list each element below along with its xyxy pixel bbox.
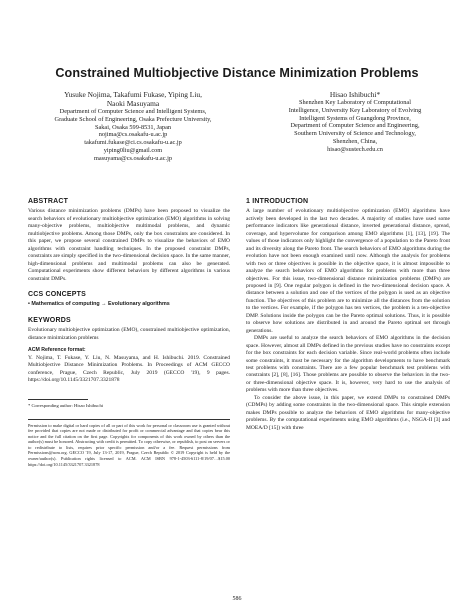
abstract-text: Various distance minimization problems (DMPs) have been proposed to visualize the search behaviors of evolutionary multiobjective optimization (EMO) algorithms in solving many-objective problems, multiobjective multimodal problems, and dynamic multiobjective problems. Among those DMPs, only the box constraints are considered. In this paper, we propose several constrained DMPs to visualize the behaviors of EMO algorithms with constraint handling techniques. In the proposed constraint DMPs, constraints are simply specified in the two-dimensional decision space. In the same manner, high-dimensional problems and multimodal problems can also be generated. Computational experiments show different behaviors by different algorithms in various constraint DMPs. [28, 208, 230, 282]
author-names-line1: Yusuke Nojima, Takafumi Fukase, Yiping Liu, [64, 90, 202, 99]
keywords-heading: KEYWORDS [28, 316, 71, 324]
affiliation-line: Sakai, Osaka 599-8531, Japan [94, 123, 172, 131]
affiliation-line: Southern University of Science and Technology, [294, 130, 416, 138]
affiliation-line: Graduate School of Engineering, Osaka Prefecture University, [54, 115, 212, 123]
author-name: Hisao Ishibuchi* [329, 90, 381, 99]
corresponding-note: * Corresponding author: Hisao Ishibuchi [28, 402, 104, 408]
permission-block: Permission to make digital or hard copies of all or part of this work for personal or classroom use is granted without fee provided that copies are not made or distributed for profit or commercial advantage and that copies bear this notice and the full citation on the first page. Copyrights for components of this work owned by others than the author(s) must be honored. Abstracting with credit is permitted. To copy otherwise, or republish, to post on servers or to redistribute to lists, requires prior specific permission and/or a fee. Request permissions from Permissions@acm.org. GECCO '19, July 13-17, 2019, Prague, Czech Republic © 2019 Copyright is held by the owner/author(s). Publication rights licensed to ACM. ACM ISBN 978-1-4503-6111-8/19/07…$15.00 https://doi.org/10.1145/3321707.3321878 [28, 422, 230, 467]
author-email: masuyama@cs.osakafu-u.ac.jp [93, 154, 172, 162]
affiliation-line: Department of Computer Science and Engineering, [290, 122, 420, 130]
author-names-line2: Naoki Masuyama [106, 99, 160, 108]
right-column [246, 198, 450, 432]
acm-format-text: Y. Nojima, T. Fukase, Y. Liu, N. Masuyama, and H. Ishibuchi. 2019. Constrained Multiobjective Distance Minimization Problems. In Proceedings of ACM GECCO conference, Prague, Czech Republic, July 2019 (GECCO '19), 9 pages. https://doi.org/10.1145/3321707.3321878 [28, 354, 230, 384]
paper-title: Constrained Multiobjective Distance Minimization Problems [55, 66, 419, 80]
intro-paragraph-1: A large number of evolutionary multiobjective optimization (EMO) algorithms have actively been developed in the last two decades. A majority of studies have used some performance indicators like generational distance, inverted generational distance, spread, coverage, and hypervolume for comparison among EMO algorithms [1], [13], [19]. The values of those indicators only highlight the convergence of a population to the Pareto front and its diversity along the Pareto front. The search behaviors of EMO algorithms during the evolution have not been enough examined until now. Although the analysis for problems with two or three objectives is possible in the objective space, it is almost impossible to analyze the search behaviors of EMO algorithms for problems with more than three objectives. For this issue, two-dimensional distance minimization problems (DMPs) are proposed in [9]. One regular polygon is defined in the two-dimensional decision space. A distance between a solution and one of the vertices of the polygon is used as an objective function. The objectives of this problem are to minimize all the distances from the solution to the vertices. For example, if the polygon has ten vertices, the problem is a ten-objective DMP. Solutions inside the polygon can be the Pareto optimal solutions. Thus, it is possible to observe how solutions are distributed in and around the Pareto optimal set through generations. [246, 208, 450, 334]
affiliation-line: Intelligence, University Key Laboratory of Evolving [288, 106, 422, 114]
affiliation-line: Department of Computer Science and Intelligent Systems, [59, 108, 207, 115]
permission-rule [28, 419, 230, 420]
affiliation-line: Shenzhen Key Laboratory of Computational [299, 99, 411, 106]
left-column [28, 198, 230, 467]
page-number: 586 [232, 596, 242, 602]
acm-format-heading: ACM Reference format: [28, 347, 86, 354]
author-email: yiping0liu@gmail.com [103, 146, 163, 154]
affiliation-line: Shenzhen, China, [332, 137, 378, 145]
author-email: nojima@cs.osakafu-u.ac.jp [98, 131, 168, 139]
abstract-heading: ABSTRACT [28, 198, 69, 205]
intro-paragraph-2: DMPs are useful to analyze the search behaviors of EMO algorithms in the decision space. However, almost all DMPs defined in the previous studies have no constraints except for the box constraints for each decision variable. Since real-world problems often include some constraints, it must be necessary for the algorithm developments to have benchmark test problems with constraints. There are a few popular benchmark test problems with constraints [2], [8], [16]. Those problems are possible to observe the behaviors in the two- or three-dimensional objective space. It is, however, very hard to use the analysis of problems with more than three objectives. [246, 335, 450, 394]
keywords-text: Evolutionary multiobjective optimization (EMO), constrained multiobjective optimization, distance minimization problems [28, 327, 230, 341]
author-email: hisao@sustech.edu.cn [327, 145, 383, 153]
ccs-heading: CCS CONCEPTS [28, 290, 87, 298]
ccs-concept: • Mathematics of computing → Evolutionary algorithms [28, 301, 170, 308]
intro-paragraph-3: To consider the above issue, in this paper, we extend DMPs to constrained DMPs (CDMPs) by adding some constraints in the two-dimensional space. This simple extension makes DMPs possible to analyze the behaviors of EMO algorithms for many-objective problems. By the computational experiments using EMO algorithms (i.e., NSGA-II [3] and MOEA/D [15]) with three [246, 394, 450, 431]
intro-heading: 1 INTRODUCTION [246, 198, 309, 205]
footnote-rule [28, 399, 88, 400]
author-block-left [28, 90, 238, 163]
author-block-right [255, 90, 455, 154]
affiliation-line: Intelligent Systems of Guangdong Province, [299, 114, 411, 122]
author-email: takafumi.fukase@ci.cs.osakafu-u.ac.jp [84, 139, 182, 147]
